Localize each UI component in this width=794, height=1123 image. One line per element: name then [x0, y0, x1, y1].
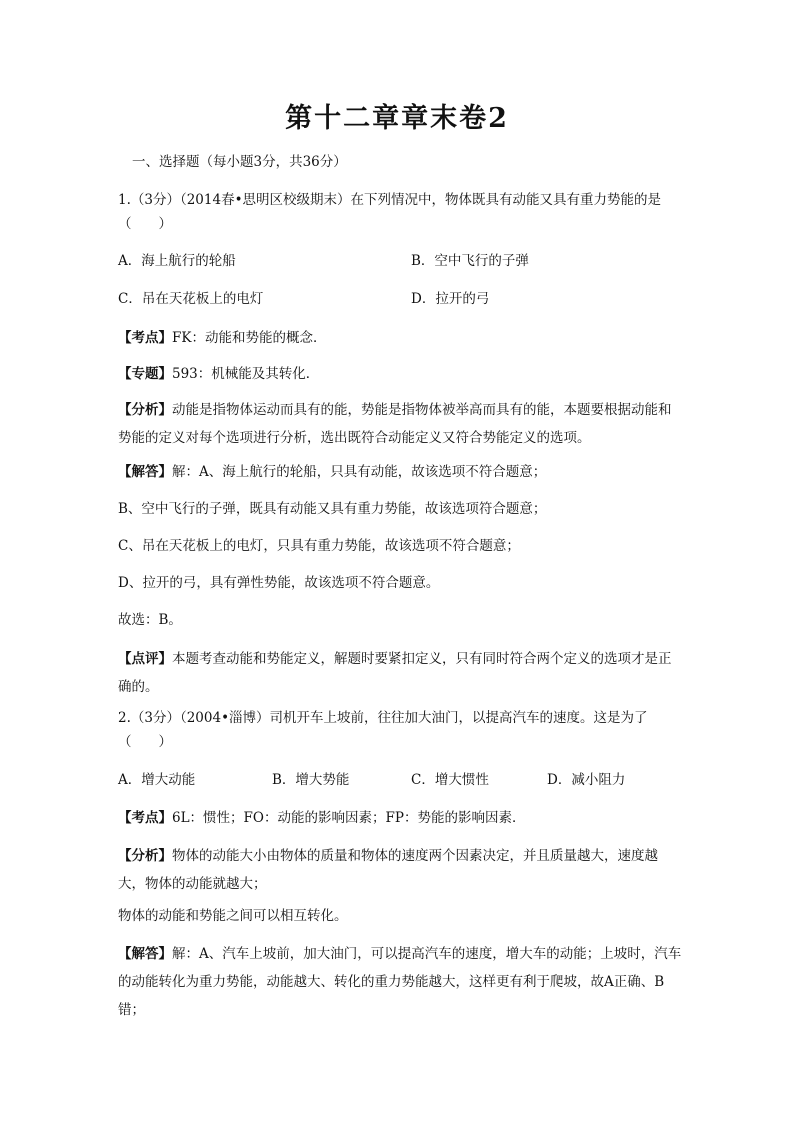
- q2-jieda: [118, 940, 683, 1024]
- dianping-tag: 【点评】: [118, 651, 172, 667]
- q1-option-d: D．拉开的弓: [411, 291, 490, 307]
- dianping-text: 本题考查动能和势能定义，解题时要紧扣定义，只有同时符合两个定义的选项才是正确的。: [118, 651, 672, 695]
- q1-option-b: B．空中飞行的子弹: [411, 253, 529, 269]
- q1-jieda: [118, 458, 688, 486]
- q1-jieda-d: D、拉开的弓，具有弹性势能，故该选项不符合题意。: [118, 575, 440, 591]
- q1-dianping: [118, 645, 683, 701]
- section-heading: 一、选择题（每小题3分，共36分）: [132, 154, 347, 170]
- q1-kaodian: [118, 324, 688, 352]
- q2-stem: 2.（3分）（2004•淄博）司机开车上坡前，往往加大油门，以提高汽车的速度。这是为了: [118, 710, 648, 726]
- q1-jieda-b: B、空中飞行的子弹，既具有动能又具有重力势能，故该选项符合题意；: [118, 501, 547, 517]
- q2-option-b: B．增大势能: [272, 772, 350, 788]
- kaodian-text: 6L：惯性；FO：动能的影响因素；FP：势能的影响因素．: [172, 810, 526, 826]
- q1-fenxi: [118, 396, 683, 452]
- q2-kaodian: [118, 804, 688, 832]
- q1-stem: 1.（3分）（2014春•思明区校级期末）在下列情况中，物体既具有动能又具有重力势能的是: [118, 192, 662, 208]
- jieda-text: 解：A、海上航行的轮船，只具有动能，故该选项不符合题意；: [172, 464, 547, 480]
- q2-fenxi: [118, 842, 683, 898]
- fenxi-text: 动能是指物体运动而具有的能，势能是指物体被举高而具有的能，本题要根据动能和势能的定义对每个选项进行分析，选出既符合动能定义又符合势能定义的选项。: [118, 402, 672, 446]
- fenxi-tag: 【分析】: [118, 402, 172, 418]
- zhuanti-text: 593：机械能及其转化．: [172, 366, 320, 382]
- q1-bracket: （ ）: [118, 216, 172, 232]
- kaodian-text: FK：动能和势能的概念．: [172, 330, 327, 346]
- q2-option-d: D．减小阻力: [547, 772, 626, 788]
- fenxi-tag: 【分析】: [118, 848, 172, 864]
- jieda-tag: 【解答】: [118, 464, 172, 480]
- kaodian-tag: 【考点】: [118, 330, 172, 346]
- zhuanti-tag: 【专题】: [118, 366, 172, 382]
- fenxi-text: 物体的动能大小由物体的质量和物体的速度两个因素决定，并且质量越大，速度越大，物体的动能就越大；: [118, 848, 658, 892]
- kaodian-tag: 【考点】: [118, 810, 172, 826]
- jieda-tag: 【解答】: [118, 946, 172, 962]
- page-title: 第十二章章末卷2: [285, 103, 509, 134]
- q1-option-c: C．吊在天花板上的电灯: [118, 291, 264, 307]
- q2-bracket: （ ）: [118, 734, 172, 750]
- q1-answer: 故选：B。: [118, 612, 182, 628]
- q2-option-a: A．增大动能: [118, 772, 196, 788]
- q2-option-c: C．增大惯性: [411, 772, 489, 788]
- jieda-text: 解：A、汽车上坡前，加大油门，可以提高汽车的速度，增大车的动能；上坡时，汽车的动能转化为重力势能，动能越大、转化的重力势能越大，这样更有利于爬坡，故A正确、B错；: [118, 946, 682, 1018]
- q1-option-a: A．海上航行的轮船: [118, 253, 236, 269]
- q1-zhuanti: [118, 360, 688, 388]
- q2-fenxi-2: 物体的动能和势能之间可以相互转化。: [118, 908, 348, 924]
- q1-jieda-c: C、吊在天花板上的电灯，只具有重力势能，故该选项不符合题意；: [118, 538, 520, 554]
